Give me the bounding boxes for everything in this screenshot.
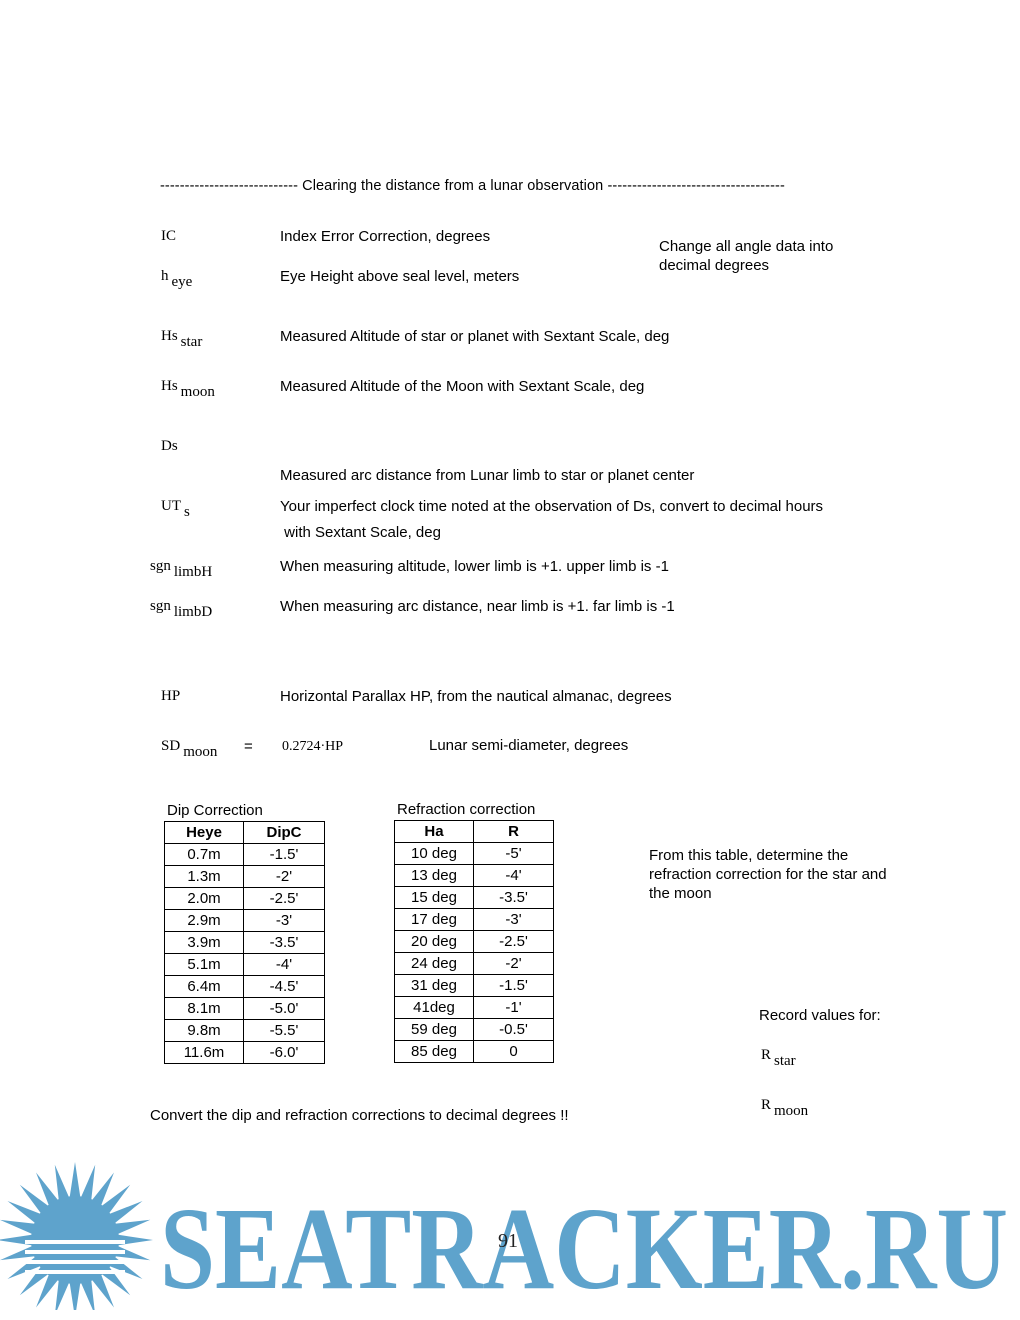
table-cell: -2' [244, 866, 325, 888]
var-symbol-hp: HP [161, 688, 181, 704]
table-cell: 10 deg [395, 843, 474, 865]
table-cell: 15 deg [395, 887, 474, 909]
table-cell: -4' [474, 865, 554, 887]
table-row [165, 1042, 325, 1064]
table-cell: 8.1m [165, 998, 244, 1020]
table-cell: -0.5' [474, 1019, 554, 1041]
table-cell: -3' [474, 909, 554, 931]
table-cell: -4.5' [244, 976, 325, 998]
table-cell: 3.9m [165, 932, 244, 954]
note-line: refraction correction for the star and [649, 866, 887, 883]
table-cell: -2.5' [244, 888, 325, 910]
var-symbol-ds: Ds [161, 438, 178, 454]
table-cell: 85 deg [395, 1041, 474, 1063]
table-cell: -1.5' [474, 975, 554, 997]
table-row [165, 976, 325, 998]
var-symbol-ic: IC [161, 228, 176, 244]
table-cell: -5' [474, 843, 554, 865]
page-number: 91 [498, 1230, 518, 1252]
table-cell: -3' [244, 910, 325, 932]
dip-table [164, 821, 325, 1064]
table-row [395, 931, 554, 953]
table-header-row [165, 822, 325, 844]
table-cell: -5.0' [244, 998, 325, 1020]
table-row [395, 953, 554, 975]
var-symbol-sgn-limbh: sgn limbH [150, 558, 213, 580]
table-cell: 20 deg [395, 931, 474, 953]
table-row [165, 954, 325, 976]
refraction-table [394, 820, 554, 1063]
table-cell: 5.1m [165, 954, 244, 976]
table-row [395, 1019, 554, 1041]
table-cell: 1.3m [165, 866, 244, 888]
table-row [395, 865, 554, 887]
sd-equals: = [244, 738, 253, 755]
var-desc-hp: Horizontal Parallax HP, from the nautical almanac, degrees [280, 688, 672, 705]
column-header: Heye [165, 822, 244, 844]
table-cell: 9.8m [165, 1020, 244, 1042]
var-desc-hs-star: Measured Altitude of star or planet with Sextant Scale, deg [280, 328, 670, 345]
sun-icon [0, 1162, 153, 1310]
table-cell: 31 deg [395, 975, 474, 997]
note-line: Change all angle data into [659, 238, 834, 255]
note-decimal-degrees [659, 237, 833, 275]
table-cell: 41deg [395, 997, 474, 1019]
table-row [165, 866, 325, 888]
section-header: ---------------------------- Clearing the distance from a lunar observation ------------------------------------ [160, 178, 785, 194]
table-cell: -1' [474, 997, 554, 1019]
table-cell: 6.4m [165, 976, 244, 998]
var-desc-ut-s: Your imperfect clock time noted at the observation of Ds, convert to decimal hours [280, 498, 824, 515]
table-header-row [395, 821, 554, 843]
table-cell: 13 deg [395, 865, 474, 887]
column-header: Ha [395, 821, 474, 843]
table-cell: 0 [474, 1041, 554, 1063]
note-line: From this table, determine the [649, 847, 849, 864]
var-symbol-h-eye: h eye [161, 268, 193, 290]
desc-line: Measured arc distance from Lunar limb to star or planet center [280, 467, 695, 484]
table-cell: 2.9m [165, 910, 244, 932]
var-desc-ic: Index Error Correction, degrees [280, 228, 491, 245]
var-symbol-ut-s: UT s [161, 498, 190, 520]
table-cell: 59 deg [395, 1019, 474, 1041]
table-row [165, 910, 325, 932]
record-r-star: R star [761, 1047, 796, 1069]
table-cell: -4' [244, 954, 325, 976]
table-row [165, 932, 325, 954]
table-cell: -5.5' [244, 1020, 325, 1042]
column-header: R [474, 821, 554, 843]
record-r-moon: R moon [761, 1097, 809, 1119]
refraction-table-caption: Refraction correction [397, 801, 536, 818]
table-row [165, 1020, 325, 1042]
dip-table-caption: Dip Correction [167, 802, 263, 819]
var-symbol-hs-star: Hs star [161, 328, 203, 350]
table-row [395, 887, 554, 909]
table-cell: -3.5' [474, 887, 554, 909]
table-cell: -6.0' [244, 1042, 325, 1064]
table-row [395, 843, 554, 865]
table-row [395, 975, 554, 997]
table-cell: -2.5' [474, 931, 554, 953]
var-desc-hs-moon: Measured Altitude of the Moon with Sextant Scale, deg [280, 378, 645, 395]
note-line: decimal degrees [659, 257, 770, 274]
table-cell: 0.7m [165, 844, 244, 866]
watermark-text: SEATRACKER.RU [160, 1183, 1008, 1310]
var-desc-ds [280, 428, 694, 561]
table-row [395, 997, 554, 1019]
sd-desc: Lunar semi-diameter, degrees [429, 737, 629, 754]
table-cell: -2' [474, 953, 554, 975]
note-line: the moon [649, 885, 712, 902]
table-cell: 24 deg [395, 953, 474, 975]
var-symbol-sgn-limbd: sgn limbD [150, 598, 213, 620]
table-cell: 2.0m [165, 888, 244, 910]
table-cell: 17 deg [395, 909, 474, 931]
var-symbol-hs-moon: Hs moon [161, 378, 215, 400]
sd-formula: 0.2724·HP [282, 739, 344, 754]
convert-note: Convert the dip and refraction corrections to decimal degrees !! [150, 1107, 569, 1124]
table-row [165, 888, 325, 910]
table-row [395, 1041, 554, 1063]
table-row [165, 998, 325, 1020]
table-cell: -1.5' [244, 844, 325, 866]
var-desc-h-eye: Eye Height above seal level, meters [280, 268, 520, 285]
note-refraction [649, 846, 887, 903]
table-row [395, 909, 554, 931]
table-row [165, 844, 325, 866]
var-desc-sgn-limbd: When measuring arc distance, near limb is +1. far limb is -1 [280, 598, 675, 615]
var-desc-sgn-limbh: When measuring altitude, lower limb is +1. upper limb is -1 [280, 558, 669, 575]
sd-moon-symbol: SD moon [161, 738, 218, 760]
table-cell: 11.6m [165, 1042, 244, 1064]
table-cell: -3.5' [244, 932, 325, 954]
column-header: DipC [244, 822, 325, 844]
record-values-title: Record values for: [759, 1007, 881, 1024]
desc-line: with Sextant Scale, deg [280, 524, 441, 541]
